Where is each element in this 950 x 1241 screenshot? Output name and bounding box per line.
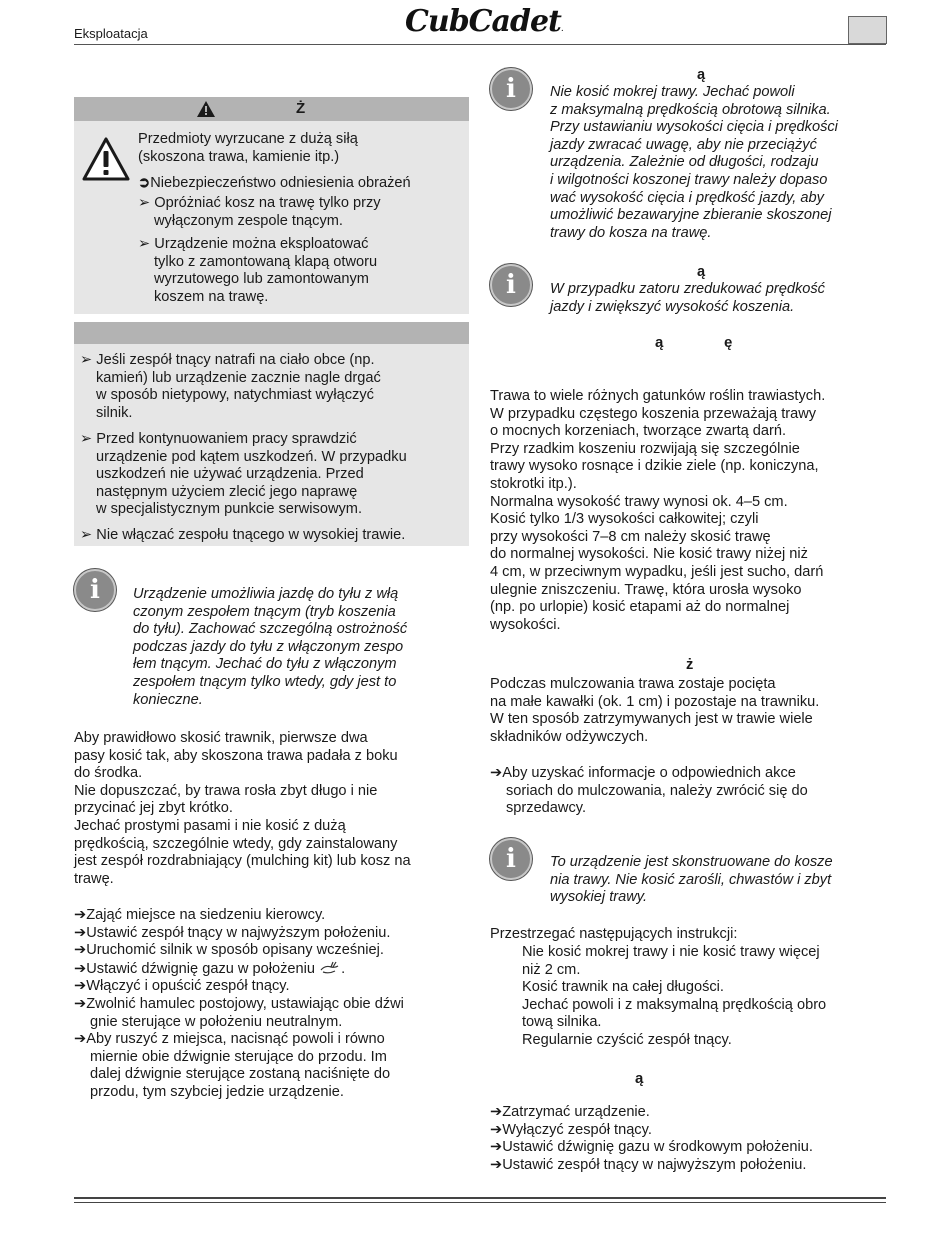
info-note: W przypadku zatoru zredukować prędkość jazdy i zwiększyć wysokość koszenia.	[550, 281, 825, 315]
info-note: To urządzenie jest skonstruowane do kosze nia trawy. Nie kosić zarośli, chwastów i zbyt wysokiej trawy.	[550, 854, 833, 906]
warning-bullet: ➢ Urządzenie można eksploatować tylko z zamontowaną klapą otworu wyrzutowego lub zamontowanym koszem na trawę.	[138, 236, 378, 305]
arrow-right-icon: ➔	[74, 924, 87, 941]
instructions-list: Nie kosić mokrej trawy i nie kosić trawy więcej niż 2 cm. Kosić trawnik na całej długości. Jechać powoli i z maksymalną prędkością obro tową silnika. Regularnie czyścić zespół tnący.	[522, 944, 827, 1048]
mowing-steps: ➔Zająć miejsce na siedzeniu kierowcy. ➔Ustawić zespół tnący w najwyższym położeniu. ➔Uruchomić silnik w sposób opisany wcześniej. ➔Ustawić dźwignię gazu w położeniu . ➔Włączyć i opuścić zespół tnący. ➔Zwolnić hamulec postojowy, ustawiając obie dźwi gnie sterujące w położeniu neutralnym. ➔Aby ruszyć z miejsca, nacisnąć powoli i równo miernie obie dźwignie sterujące do przodu. Im dalej dźwignie sterujące zostaną naciśnięte do przodu, tym szybciej jedzie urządzenie.	[74, 907, 404, 1100]
chevron-bullet-icon: ➢	[80, 352, 97, 368]
arrow-right-icon: ➔	[490, 1121, 503, 1138]
page-number-box	[848, 16, 887, 44]
caution-title-bar	[74, 322, 469, 344]
arrow-right-icon: ➔	[490, 1139, 503, 1156]
warning-title-bar	[74, 97, 469, 121]
arrow-right-icon: ➔	[490, 1156, 503, 1173]
info-icon: i	[490, 838, 532, 880]
warning-triangle-icon	[82, 137, 130, 181]
arrow-right-icon: ➔	[490, 1104, 503, 1120]
stop-steps: ➔Zatrzymać urządzenie. ➔Wyłączyć zespół tnący. ➔Ustawić dźwignię gazu w środkowym położeniu. ➔Ustawić zespół tnący w najwyższym położeniu.	[490, 1104, 813, 1173]
arrow-right-icon: ➔	[74, 942, 87, 959]
footer-divider	[74, 1202, 886, 1203]
chevron-bullet-icon: ➢	[138, 236, 155, 252]
instructions-intro: Przestrzegać następujących instrukcji:	[490, 926, 738, 942]
caution-bullet: ➢ Przed kontynuowaniem pracy sprawdzić urządzenie pod kątem uszkodzeń. W przypadku uszkodzeń nie używać urządzenia. Przed następnym użyciem zlecić jego naprawę w specjalistycznym punkcie serwisowym.	[80, 431, 407, 518]
throttle-fast-rabbit-icon	[319, 960, 341, 976]
info-note: Urządzenie umożliwia jazdę do tyłu z włą czonym zespołem tnącym (tryb koszenia do tyłu). Zachować szczególną ostrożność podczas jazdy do tyłu z włączonym zespo łem tnącym. Jechać do tyłu z włączonym zespołem tnącym tylko wtedy, gdy jest to konieczne.	[133, 586, 408, 708]
section-heading: ą	[655, 334, 664, 351]
chevron-bullet-icon: ➢	[80, 431, 97, 447]
section-title: Eksploatacja	[74, 26, 148, 41]
arrow-right-icon: ➔	[74, 1031, 87, 1048]
warning-danger-line: ➲Niebezpieczeństwo odniesienia obrażeń	[138, 175, 411, 191]
mulch-heading: ż	[686, 657, 694, 673]
arrow-right-icon: ➔	[74, 995, 87, 1012]
note-heading: ą	[697, 264, 706, 280]
footer-divider	[74, 1197, 886, 1199]
info-note: Nie kosić mokrej trawy. Jechać powoli z maksymalną prędkością obrotową silnika. Przy ustawianiu wysokości cięcia i prędkości jazdy zwracać uwagę, aby nie przeciążyć urządzenia. Zależnie od długości, rodzaju i wilgotności koszonej trawy należy dopaso wać wysokość cięcia i prędkość jazdy, aby umożliwić bezawaryjne zbieranie skoszonej trawy do kosza na trawę.	[550, 84, 838, 241]
arrow-right-icon: ➔	[490, 765, 503, 781]
warning-text: Przedmioty wyrzucane z dużą siłą (skoszona trawa, kamienie itp.)	[138, 131, 358, 165]
mowing-paragraph: Aby prawidłowo skosić trawnik, pierwsze dwa pasy kosić tak, aby skoszona trawa padała z boku do środka. Nie dopuszczać, by trawa rosła zbyt długo i nie przycinać jej zbyt krótko. Jechać prostymi pasami i nie kosić z dużą prędkością, szczególnie wtedy, gdy zainstalowany jest zespół rozdrabniający (mulching kit) lub kosz na trawę.	[74, 730, 411, 887]
header-divider	[74, 44, 886, 45]
brand-logo: CubCadet.	[405, 4, 563, 39]
note-heading: ą	[697, 67, 706, 83]
info-icon: i	[74, 569, 116, 611]
chevron-bullet-icon: ➢	[138, 195, 155, 211]
stop-heading: ą	[635, 1070, 644, 1087]
caution-bullet: ➢ Jeśli zespół tnący natrafi na ciało obce (np. kamień) lub urządzenie zacznie nagle drgać w sposób nietypowy, natychmiast wyłączyć silnik.	[80, 352, 381, 421]
warning-title: Ż	[296, 100, 306, 117]
warning-bullet: ➢ Opróżniać kosz na trawę tylko przy wyłączonym zespole tnącym.	[138, 195, 381, 229]
section-heading: ę	[724, 334, 733, 351]
arrow-right-icon: ➔	[74, 960, 87, 977]
chevron-bullet-icon: ➢	[80, 527, 97, 543]
grass-paragraph: Trawa to wiele różnych gatunków roślin trawiastych. W przypadku częstego koszenia przeważają trawy o mocnych korzeniach, tworzące zwartą darń. Przy rzadkim koszeniu rozwijają się szczególnie trawy wysoko rosnące i dzikie ziele (np. koniczyna, stokrotki itp.). Normalna wysokość trawy wynosi ok. 4–5 cm. Kosić tylko 1/3 wysokości całkowitej; czyli przy wysokości 7–8 cm należy skosić trawę do normalnej wysokości. Nie kosić trawy niżej niż 4 cm, w przeciwnym wypadku, jeśli jest sucho, darń ulegnie zniszczeniu. Trawę, która urosła wysoko (np. po urlopie) kosić etapami aż do normalnej wysokości.	[490, 388, 826, 633]
mulch-paragraph: Podczas mulczowania trawa zostaje pocięta na małe kawałki (ok. 1 cm) i pozostaje na trawniku. W ten sposób zatrzymywanych jest w trawie wiele składników odżywczych.	[490, 676, 820, 745]
info-icon: i	[490, 264, 532, 306]
hand-arrow-icon: ➲	[138, 175, 151, 191]
warning-small-icon	[196, 100, 216, 118]
info-icon: i	[490, 68, 532, 110]
caution-bullet: ➢ Nie włączać zespołu tnącego w wysokiej trawie.	[80, 527, 406, 543]
mulch-tip: ➔Aby uzyskać informacje o odpowiednich akce soriach do mulczowania, należy zwrócić się do sprzedawcy.	[490, 765, 808, 817]
arrow-right-icon: ➔	[74, 907, 87, 923]
arrow-right-icon: ➔	[74, 978, 87, 995]
